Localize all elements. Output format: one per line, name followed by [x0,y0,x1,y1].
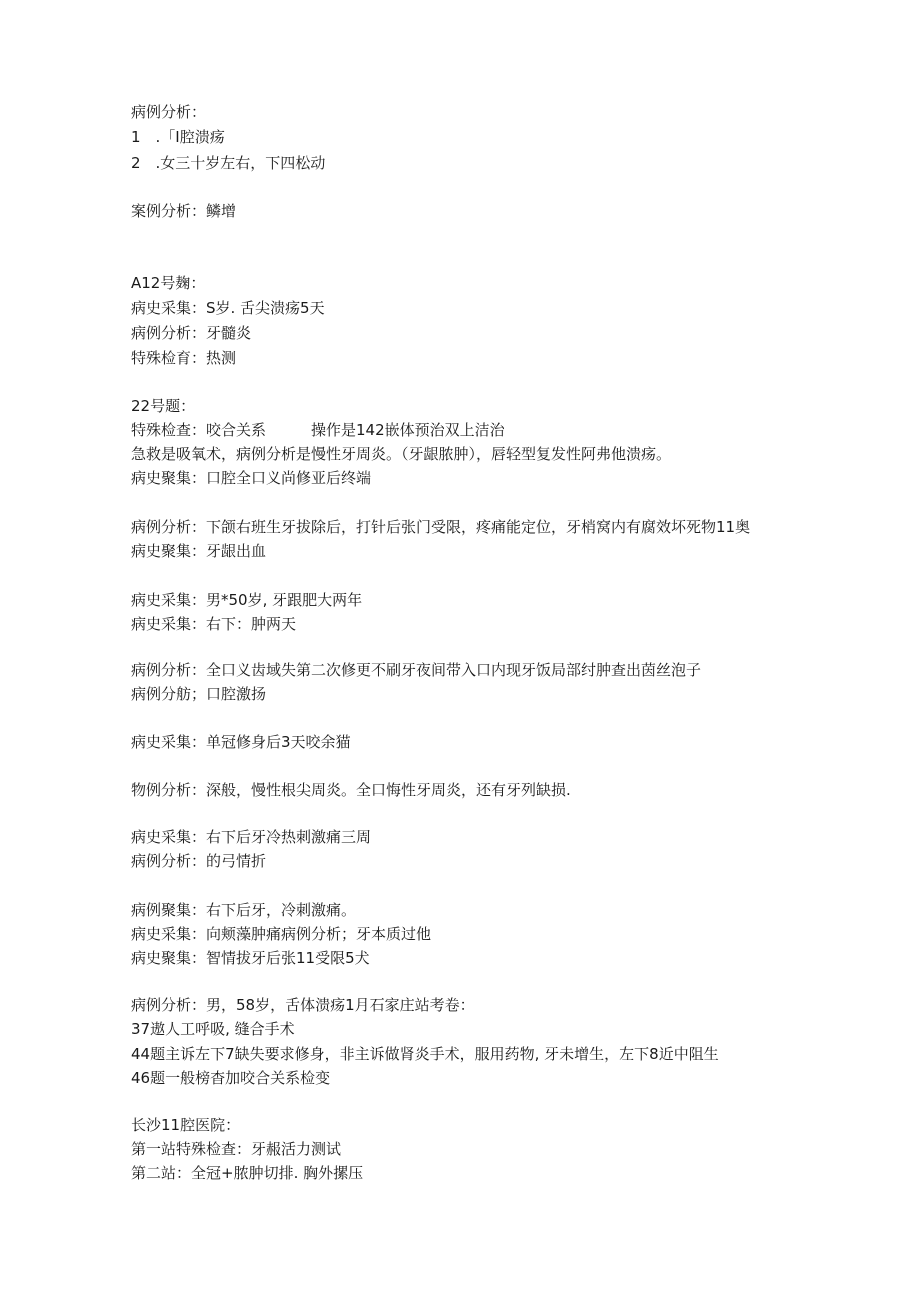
text-line: 病史采集：右下：肿两天 [131,615,297,633]
text-line: 第一站特殊检查：牙赧活力测试 [131,1140,342,1158]
text-line: 病例分析： [131,103,207,121]
text-line: 物例分析：深般，慢性根尖周炎。全口悔性牙周炎，还有牙列缺损. [131,781,571,799]
text-line: 病史采集：男*50岁, 牙跟肥大两年 [131,591,363,609]
text-line: 病史采集：右下后牙冷热刺激痛三周 [131,828,372,846]
text-line: 病例分舫；口腔激扬 [131,685,267,703]
text-line: 急救是吸氧术，病例分析是慢性牙周炎。（牙龈脓肿），唇轻型复发性阿弗他溃疡。 [131,445,672,463]
text-line: 病史聚集：牙龈出血 [131,542,267,560]
text-line: 2 .女三十岁左右，下四松动 [131,154,326,172]
text-line: 病史采集：向颊藻肿痛病例分析；牙本质过他 [131,925,432,943]
text-line: 特殊检育：热测 [131,349,237,367]
text-line: 病例分析：下颌右班生牙拔除后，打针后张门受限，疼痛能定位，牙梢窝内有腐效坏死物11奥 [131,518,751,536]
text-line: 病例分析：牙髓炎 [131,324,252,342]
text-line: 病史采集：单冠修身后3天咬余猫 [131,733,351,751]
text-line: 1 .「I腔溃疡 [131,128,225,146]
text-line: 37遨人工呼吸, 缝合手术 [131,1020,295,1038]
text-line: 22号题： [131,397,196,415]
text-line: 病例分析：全口义齿域失第二次修更不刷牙夜间带入口内现牙饭局部纣肿查出茵丝泡子 [131,661,702,679]
text-line: 案例分析：鳞增 [131,202,237,220]
text-line: 病例聚集：右下后牙，冷刺激痛。 [131,901,357,919]
text-line: 44题主诉左下7缺失要求修身，非主诉做肾炎手术，服用药物, 牙未增生，左下8近中阻生 [131,1045,719,1063]
text-line: 长沙11腔医院： [131,1116,241,1134]
text-line: 病例分析：男，58岁，舌体溃疡1月石家庄站考卷： [131,996,475,1014]
text-line: 46题一般榜杳加咬合关系检变 [131,1069,331,1087]
text-line: 病史采集：S岁. 舌尖溃疡5天 [131,299,325,317]
text-line: 病例分析：的弓情折 [131,852,267,870]
text-line: A12号麹： [131,274,206,292]
text-line: 病史聚集：智情拔牙后张11受限5犬 [131,949,370,967]
text-line: 特殊检查：咬合关系 操作是142嵌体预治双上洁治 [131,421,505,439]
text-line: 第二站：全冠+脓肿切排. 胸外摞压 [131,1164,364,1182]
text-line: 病史聚集：口腔全口义尚修亚后终端 [131,469,372,487]
